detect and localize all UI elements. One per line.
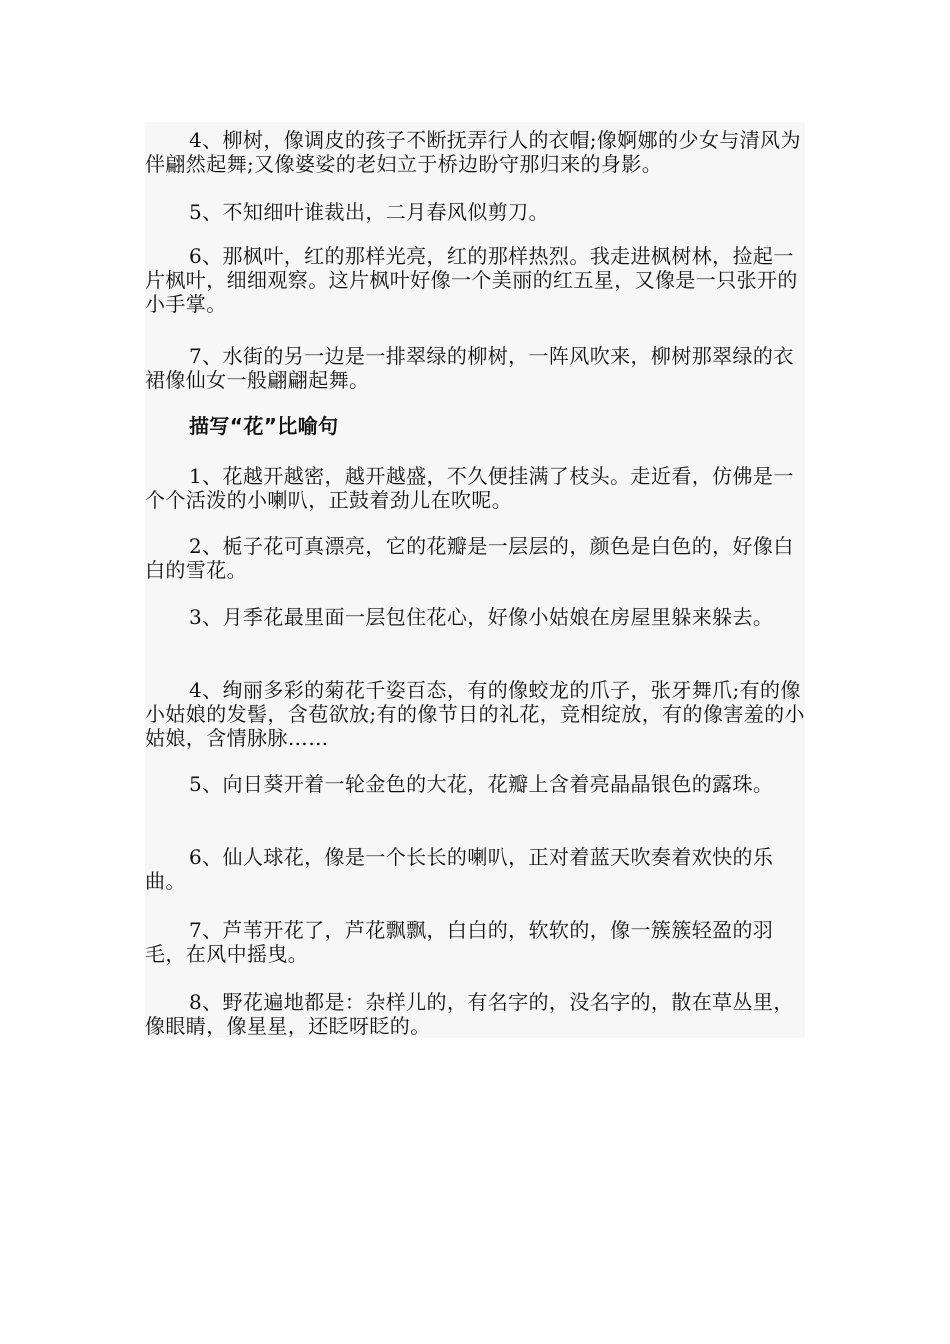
flower-paragraph-4: 4、绚丽多彩的菊花千姿百态，有的像蛟龙的爪子，张牙舞爪;有的像小姑娘的发髻，含苞欲放;有的像节日的礼花，竞相绽放，有的像害羞的小姑娘，含情脉脉…… <box>145 678 805 750</box>
flower-paragraph-3: 3、月季花最里面一层包住花心，好像小姑娘在房屋里躲来躲去。 <box>189 605 774 629</box>
paragraph-willow-4: 4、柳树，像调皮的孩子不断抚弄行人的衣帽;像婀娜的少女与清风为伴翩然起舞;又像婆娑的老妇立于桥边盼守那归来的身影。 <box>145 128 801 176</box>
section-heading: 描写“花”比喻句 <box>189 414 339 438</box>
flower-paragraph-7: 7、芦苇开花了，芦花飘飘，白白的，软软的，像一簇簇轻盈的羽毛，在风中摇曳。 <box>145 918 774 966</box>
paragraph-willow-7: 7、水街的另一边是一排翠绿的柳树，一阵风吹来，柳树那翠绿的衣裙像仙女一般翩翩起舞。 <box>145 344 794 392</box>
flower-paragraph-8: 8、野花遍地都是：杂样儿的，有名字的，没名字的，散在草丛里，像眼睛，像星星，还眨呀眨的。 <box>145 990 794 1038</box>
paragraph-maple-6: 6、那枫叶，红的那样光亮，红的那样热烈。我走进枫树林，捡起一片枫叶，细细观察。这片枫叶好像一个美丽的红五星，又像是一只张开的小手掌。 <box>145 244 798 316</box>
text-block <box>145 122 805 1038</box>
flower-paragraph-2: 2、栀子花可真漂亮，它的花瓣是一层层的，颜色是白色的，好像白白的雪花。 <box>145 534 794 582</box>
flower-paragraph-5: 5、向日葵开着一轮金色的大花，花瓣上含着亮晶晶银色的露珠。 <box>189 772 774 796</box>
flower-paragraph-1: 1、花越开越密，越开越盛，不久便挂满了枝头。走近看，仿佛是一个个活泼的小喇叭，正鼓着劲儿在吹呢。 <box>145 464 794 512</box>
paragraph-willow-5: 5、不知细叶谁裁出，二月春风似剪刀。 <box>189 200 549 224</box>
flower-paragraph-6: 6、仙人球花，像是一个长长的喇叭，正对着蓝天吹奏着欢快的乐曲。 <box>145 845 774 893</box>
